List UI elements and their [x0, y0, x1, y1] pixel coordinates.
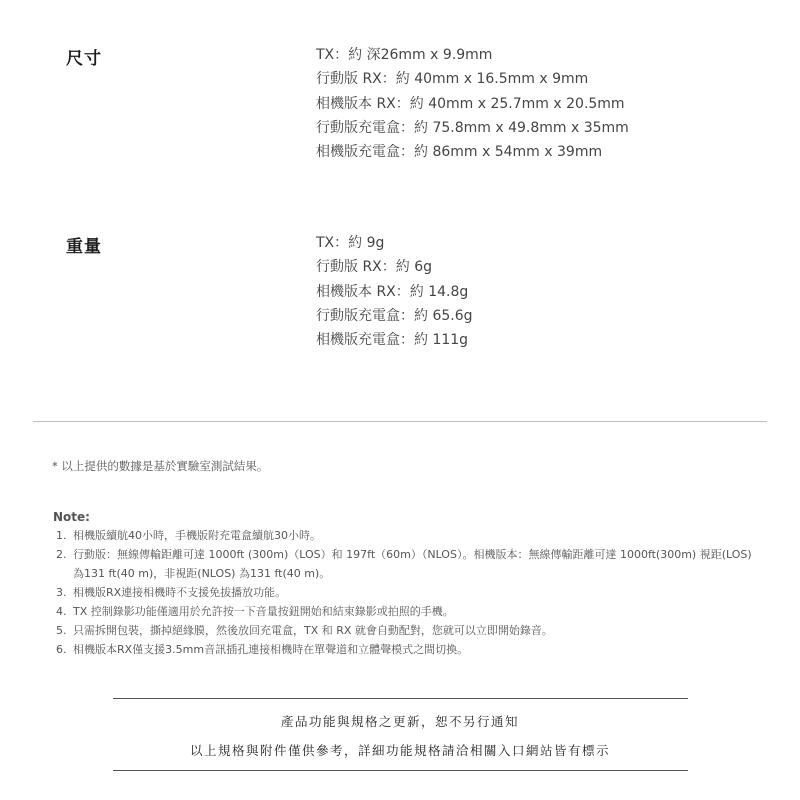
- notes-list: [56, 526, 766, 659]
- footer-bottom-divider: [113, 770, 688, 771]
- note-text: 相機版RX連接相機時不支援免拔播放功能。: [73, 586, 287, 599]
- note-item: [56, 545, 766, 583]
- note-item: [56, 526, 766, 545]
- note-item: [56, 602, 766, 621]
- note-number: 2.: [56, 548, 67, 561]
- dimensions-value-camera-rx: 相機版本 RX：約 40mm x 25.7mm x 20.5mm: [316, 95, 625, 112]
- note-number: 4.: [56, 605, 67, 618]
- lab-test-disclaimer: * 以上提供的數據是基於實驗室測試結果。: [52, 459, 269, 473]
- weight-value-mobile-rx: 行動版 RX：約 6g: [316, 259, 433, 276]
- weight-value-camera-rx: 相機版本 RX：約 14.8g: [316, 283, 469, 300]
- dimensions-value-tx: TX：約 深26mm x 9.9mm: [316, 47, 493, 63]
- note-item: [56, 640, 766, 659]
- footer-top-divider: [113, 698, 688, 699]
- weight-value-camera-case: 相機版充電盒：約 111g: [316, 332, 469, 349]
- section-divider: [33, 421, 767, 422]
- note-text: 相機版本RX僅支援3.5mm音訊插孔連接相機時在單聲道和立體聲模式之間切換。: [73, 643, 469, 656]
- weight-label: 重量: [66, 237, 102, 257]
- note-text: 只需拆開包裝，撕掉絕緣膜，然後放回充電盒，TX 和 RX 就會自動配對，您就可以立即開始錄音。: [73, 624, 553, 637]
- dimensions-value-mobile-case: 行動版充電盒：約 75.8mm x 49.8mm x 35mm: [316, 119, 629, 136]
- note-item: [56, 621, 766, 640]
- dimensions-label: 尺寸: [66, 49, 102, 69]
- note-text: TX 控制錄影功能僅適用於允許按一下音量按鈕開始和結束錄影或拍照的手機。: [73, 605, 454, 618]
- note-title: Note:: [53, 510, 90, 524]
- footer-update-notice: 產品功能與規格之更新，恕不另行通知: [280, 714, 519, 729]
- note-number: 6.: [56, 643, 67, 656]
- weight-values: [316, 231, 473, 352]
- note-number: 1.: [56, 529, 67, 542]
- note-item: [56, 583, 766, 602]
- note-number: 5.: [56, 624, 67, 637]
- dimensions-value-mobile-rx: 行動版 RX：約 40mm x 16.5mm x 9mm: [316, 71, 589, 88]
- footer-reference-notice: 以上規格與附件僅供參考，詳細功能規格請洽相關入口網站皆有標示: [189, 743, 610, 758]
- note-text: 相機版續航40小時，手機版附充電盒續航30小時。: [73, 529, 321, 542]
- weight-value-tx: TX：約 9g: [316, 235, 385, 251]
- dimensions-values: [316, 43, 629, 164]
- note-number: 3.: [56, 586, 67, 599]
- dimensions-value-camera-case: 相機版充電盒：約 86mm x 54mm x 39mm: [316, 144, 603, 161]
- note-text: 行動版：無線傳輸距離可達 1000ft (300m)（LOS）和 197ft（60m）（NLOS）。相機版本：無線傳輸距離可達 1000ft(300m) 視距(LOS) 為131 ft(40 m)，非視距(NLOS) 為131 ft(40 m)。: [73, 548, 752, 580]
- weight-value-mobile-case: 行動版充電盒：約 65.6g: [316, 307, 473, 324]
